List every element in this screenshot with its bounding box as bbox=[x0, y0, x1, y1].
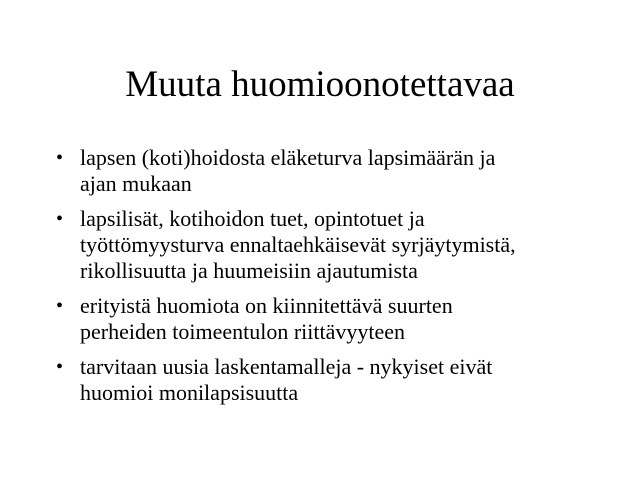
bullet-item bbox=[56, 293, 616, 345]
bullet-icon: • bbox=[56, 147, 64, 169]
bullet-text: tarvitaan uusia laskentamalleja - nykyiset eivät huomioi monilapsisuutta bbox=[80, 354, 493, 405]
bullet-icon: • bbox=[56, 356, 64, 378]
bullet-item bbox=[56, 206, 616, 284]
bullet-item bbox=[56, 354, 616, 406]
bullet-text: lapsilisät, kotihoidon tuet, opintotuet ja työttömyysturva ennaltaehkäisevät syrjäytymistä, rikollisuutta ja huumeisiin ajautumista bbox=[80, 206, 516, 283]
slide-title: Muuta huomioonotettavaa bbox=[125, 64, 515, 105]
bullet-icon: • bbox=[56, 208, 64, 230]
bullet-item bbox=[56, 145, 616, 197]
bullet-text: lapsen (koti)hoidosta eläketurva lapsimäärän ja ajan mukaan bbox=[80, 145, 496, 196]
bullet-text: erityistä huomiota on kiinnitettävä suurten perheiden toimeentulon riittävyyteen bbox=[80, 293, 453, 344]
bullet-icon: • bbox=[56, 295, 64, 317]
bullet-list bbox=[56, 145, 616, 415]
